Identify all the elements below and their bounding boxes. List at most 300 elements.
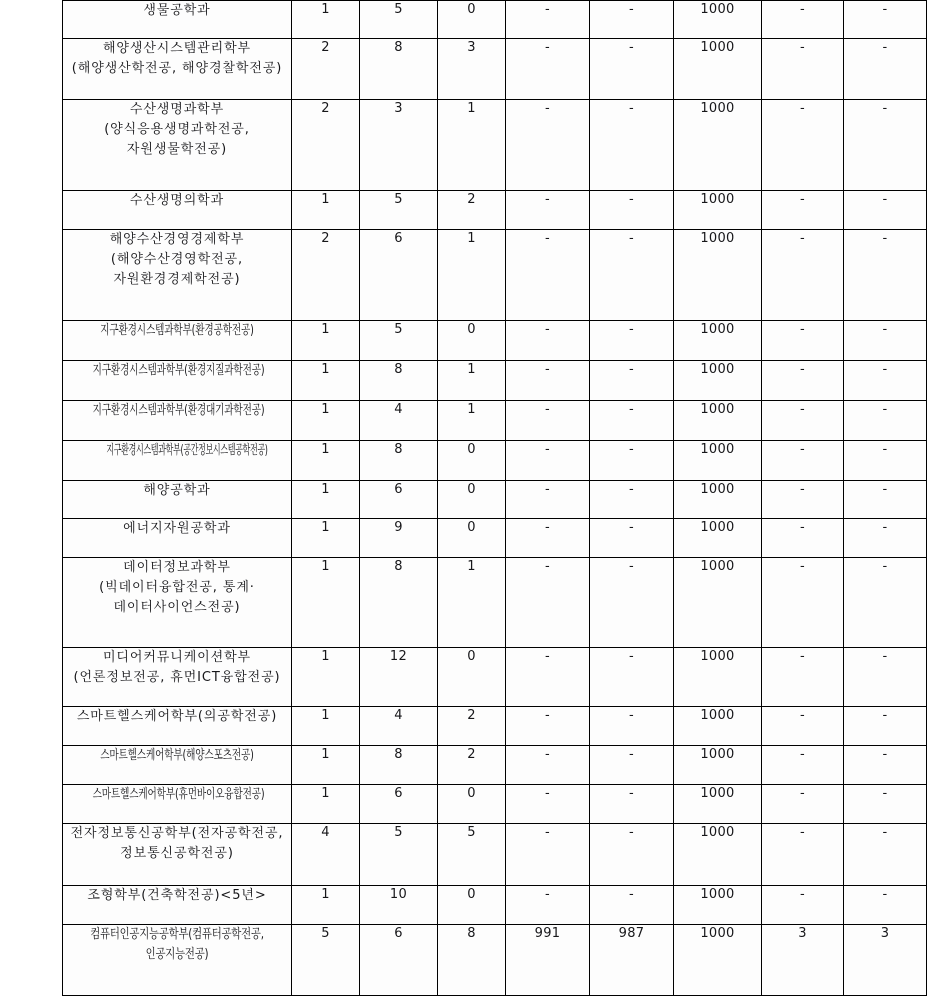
cell-value: -: [800, 322, 805, 337]
cell-value: -: [882, 887, 888, 902]
cell-value: 2: [467, 708, 476, 723]
cell-value: 1000: [700, 559, 735, 574]
value-cell-6: [674, 230, 762, 321]
value-cell-4: [506, 785, 590, 824]
value-cell-6: [674, 321, 762, 361]
value-cell-5: [590, 519, 674, 558]
cell-value: -: [882, 402, 888, 417]
value-cell-4: [506, 481, 590, 519]
cell-value: 1: [321, 559, 330, 574]
cell-value: 5: [321, 926, 330, 941]
cell-value: -: [545, 362, 550, 377]
value-cell-6: [674, 1, 762, 39]
cell-value: 8: [467, 926, 476, 941]
cell-value: 1000: [700, 322, 735, 337]
department-cell: [63, 100, 292, 191]
value-cell-8: [844, 886, 927, 925]
value-cell-3: [438, 361, 506, 401]
department-cell: [63, 481, 292, 519]
value-cell-3: [438, 441, 506, 481]
value-cell-5: [590, 100, 674, 191]
value-cell-4: [506, 707, 590, 746]
value-cell-6: [674, 925, 762, 996]
value-cell-4: [506, 230, 590, 321]
cell-value: -: [545, 482, 550, 497]
cell-value: 6: [394, 926, 403, 941]
value-cell-7: [762, 886, 844, 925]
value-cell-5: [590, 925, 674, 996]
cell-value: 1: [321, 482, 330, 497]
cell-value: -: [629, 747, 634, 762]
value-cell-3: [438, 707, 506, 746]
cell-value: 2: [321, 101, 330, 116]
cell-value: -: [882, 362, 888, 377]
value-cell-1: [292, 401, 360, 441]
value-cell-2: [360, 191, 438, 230]
cell-value: 1: [321, 786, 330, 801]
cell-value: -: [629, 402, 634, 417]
cell-value: -: [800, 747, 805, 762]
cell-value: -: [629, 322, 634, 337]
value-cell-2: [360, 886, 438, 925]
cell-value: 987: [618, 926, 645, 941]
value-cell-4: [506, 746, 590, 785]
table-row: [63, 230, 927, 321]
value-cell-3: [438, 481, 506, 519]
value-cell-4: [506, 558, 590, 648]
value-cell-1: [292, 886, 360, 925]
value-cell-8: [844, 230, 927, 321]
cell-value: -: [882, 747, 888, 762]
value-cell-6: [674, 191, 762, 230]
cell-value: 8: [394, 559, 403, 574]
value-cell-6: [674, 785, 762, 824]
value-cell-3: [438, 321, 506, 361]
value-cell-4: [506, 824, 590, 886]
cell-value: 1: [467, 402, 476, 417]
value-cell-4: [506, 39, 590, 100]
cell-value: -: [800, 786, 805, 801]
cell-value: -: [882, 322, 888, 337]
cell-value: -: [882, 786, 888, 801]
cell-value: -: [800, 482, 805, 497]
table-row: [63, 648, 927, 707]
cell-value: 1: [321, 2, 330, 17]
cell-value: -: [882, 442, 888, 457]
table-row: [63, 321, 927, 361]
cell-value: -: [800, 825, 805, 840]
cell-value: 1000: [700, 482, 735, 497]
value-cell-3: [438, 746, 506, 785]
cell-value: -: [629, 442, 634, 457]
cell-value: -: [629, 559, 634, 574]
cell-value: -: [629, 708, 634, 723]
value-cell-3: [438, 824, 506, 886]
department-name-line: 지구환경시스템과학부(공간정보시스템공학전공): [106, 443, 268, 458]
department-name-line: 수산생명과학부: [129, 102, 225, 117]
cell-value: -: [629, 520, 634, 535]
cell-value: 1000: [700, 101, 735, 116]
table-row: [63, 824, 927, 886]
value-cell-8: [844, 441, 927, 481]
value-cell-8: [844, 558, 927, 648]
department-name-line: 정보통신공학전공): [120, 846, 234, 861]
value-cell-5: [590, 361, 674, 401]
department-cell: [63, 441, 292, 481]
table-row: [63, 441, 927, 481]
cell-value: -: [882, 2, 888, 17]
cell-value: -: [629, 101, 634, 116]
value-cell-7: [762, 39, 844, 100]
value-cell-2: [360, 401, 438, 441]
department-name-line: (양식응용생명과학전공,: [104, 122, 250, 137]
cell-value: 1: [321, 192, 330, 207]
department-name-line: 스마트헬스케어학부(휴먼바이오융합전공): [92, 787, 265, 802]
cell-value: -: [800, 2, 805, 17]
cell-value: 1000: [700, 231, 735, 246]
value-cell-6: [674, 481, 762, 519]
value-cell-3: [438, 785, 506, 824]
value-cell-6: [674, 824, 762, 886]
value-cell-4: [506, 519, 590, 558]
value-cell-8: [844, 401, 927, 441]
value-cell-4: [506, 648, 590, 707]
cell-value: -: [882, 192, 888, 207]
department-name-line: 스마트헬스케어학부(해양스포츠전공): [100, 748, 254, 763]
value-cell-8: [844, 191, 927, 230]
cell-value: 1: [467, 362, 476, 377]
cell-value: -: [629, 825, 634, 840]
cell-value: -: [545, 192, 550, 207]
cell-value: -: [882, 708, 888, 723]
cell-value: 8: [394, 442, 403, 457]
cell-value: -: [882, 231, 888, 246]
value-cell-4: [506, 401, 590, 441]
value-cell-1: [292, 100, 360, 191]
value-cell-3: [438, 886, 506, 925]
cell-value: 1: [321, 362, 330, 377]
value-cell-2: [360, 441, 438, 481]
value-cell-6: [674, 401, 762, 441]
department-cell: [63, 321, 292, 361]
cell-value: -: [800, 362, 805, 377]
value-cell-1: [292, 441, 360, 481]
cell-value: 0: [467, 786, 476, 801]
value-cell-8: [844, 100, 927, 191]
department-cell: [63, 191, 292, 230]
department-name-line: 자원생물학전공): [126, 142, 228, 157]
admissions-table: [62, 0, 927, 996]
department-cell: [63, 401, 292, 441]
cell-value: 0: [467, 482, 476, 497]
department-name-line: 해양공학과: [143, 483, 211, 498]
table-row: [63, 361, 927, 401]
cell-value: 2: [467, 747, 476, 762]
cell-value: 1000: [700, 825, 735, 840]
value-cell-8: [844, 519, 927, 558]
value-cell-4: [506, 886, 590, 925]
cell-value: 1: [321, 708, 330, 723]
table-row: [63, 886, 927, 925]
department-name-line: 지구환경시스템과학부(환경지질과학전공): [92, 363, 265, 378]
value-cell-6: [674, 707, 762, 746]
cell-value: -: [545, 786, 550, 801]
cell-value: -: [800, 887, 805, 902]
cell-value: -: [882, 40, 888, 55]
value-cell-7: [762, 558, 844, 648]
cell-value: 1: [321, 649, 330, 664]
value-cell-2: [360, 321, 438, 361]
department-name-line: 스마트헬스케어학부(의공학전공): [76, 709, 278, 724]
department-cell: [63, 1, 292, 39]
cell-value: -: [545, 649, 550, 664]
value-cell-2: [360, 824, 438, 886]
cell-value: -: [629, 786, 634, 801]
value-cell-8: [844, 824, 927, 886]
department-name-line: 해양수산경영경제학부: [109, 232, 245, 247]
department-name-line: 자원환경경제학전공): [113, 272, 241, 287]
value-cell-7: [762, 785, 844, 824]
department-name-line: (해양수산경영학전공,: [110, 252, 244, 267]
value-cell-4: [506, 361, 590, 401]
value-cell-1: [292, 558, 360, 648]
value-cell-3: [438, 1, 506, 39]
cell-value: -: [545, 322, 550, 337]
value-cell-3: [438, 925, 506, 996]
value-cell-4: [506, 441, 590, 481]
value-cell-7: [762, 361, 844, 401]
value-cell-5: [590, 558, 674, 648]
value-cell-2: [360, 746, 438, 785]
value-cell-5: [590, 321, 674, 361]
cell-value: 1000: [700, 708, 735, 723]
value-cell-1: [292, 707, 360, 746]
value-cell-1: [292, 925, 360, 996]
cell-value: -: [545, 747, 550, 762]
table-row: [63, 925, 927, 996]
value-cell-8: [844, 707, 927, 746]
value-cell-7: [762, 925, 844, 996]
value-cell-6: [674, 746, 762, 785]
cell-value: 8: [394, 362, 403, 377]
cell-value: 3: [798, 926, 807, 941]
cell-value: 1: [321, 442, 330, 457]
value-cell-6: [674, 886, 762, 925]
value-cell-1: [292, 519, 360, 558]
value-cell-2: [360, 100, 438, 191]
value-cell-2: [360, 481, 438, 519]
department-name-line: 지구환경시스템과학부(환경대기과학전공): [92, 403, 265, 418]
cell-value: 1000: [700, 362, 735, 377]
value-cell-7: [762, 1, 844, 39]
cell-value: 1000: [700, 926, 735, 941]
table-row: [63, 1, 927, 39]
department-name-line: 에너지자원공학과: [123, 521, 231, 536]
cell-value: 5: [394, 192, 403, 207]
cell-value: -: [800, 649, 805, 664]
cell-value: 0: [467, 887, 476, 902]
cell-value: 4: [321, 825, 330, 840]
department-cell: [63, 886, 292, 925]
department-cell: [63, 746, 292, 785]
value-cell-5: [590, 746, 674, 785]
table-row: [63, 558, 927, 648]
value-cell-4: [506, 1, 590, 39]
value-cell-8: [844, 481, 927, 519]
cell-value: 3: [394, 101, 403, 116]
cell-value: -: [882, 559, 888, 574]
value-cell-6: [674, 100, 762, 191]
department-name-line: 데이터사이언스전공): [113, 600, 241, 615]
value-cell-3: [438, 401, 506, 441]
value-cell-7: [762, 707, 844, 746]
value-cell-2: [360, 230, 438, 321]
value-cell-7: [762, 401, 844, 441]
value-cell-3: [438, 230, 506, 321]
cell-value: 1000: [700, 402, 735, 417]
value-cell-5: [590, 785, 674, 824]
department-cell: [63, 519, 292, 558]
value-cell-8: [844, 321, 927, 361]
cell-value: -: [629, 192, 634, 207]
value-cell-1: [292, 361, 360, 401]
value-cell-8: [844, 361, 927, 401]
cell-value: -: [629, 231, 634, 246]
value-cell-4: [506, 100, 590, 191]
value-cell-7: [762, 100, 844, 191]
value-cell-5: [590, 1, 674, 39]
value-cell-6: [674, 519, 762, 558]
cell-value: -: [800, 192, 805, 207]
value-cell-8: [844, 785, 927, 824]
value-cell-5: [590, 481, 674, 519]
table-row: [63, 707, 927, 746]
cell-value: 1000: [700, 887, 735, 902]
department-name-line: 전자정보통신공학부(전자공학전공,: [70, 826, 284, 841]
value-cell-2: [360, 1, 438, 39]
table-row: [63, 401, 927, 441]
cell-value: -: [545, 825, 550, 840]
cell-value: 9: [394, 520, 403, 535]
value-cell-2: [360, 785, 438, 824]
value-cell-5: [590, 230, 674, 321]
cell-value: 5: [394, 825, 403, 840]
table-row: [63, 519, 927, 558]
cell-value: 5: [394, 2, 403, 17]
cell-value: -: [629, 40, 634, 55]
cell-value: 4: [394, 708, 403, 723]
cell-value: 6: [394, 786, 403, 801]
value-cell-4: [506, 925, 590, 996]
cell-value: 2: [321, 231, 330, 246]
cell-value: -: [545, 231, 550, 246]
value-cell-7: [762, 481, 844, 519]
cell-value: 1: [467, 559, 476, 574]
value-cell-2: [360, 558, 438, 648]
cell-value: 0: [467, 442, 476, 457]
value-cell-1: [292, 785, 360, 824]
cell-value: -: [882, 825, 888, 840]
department-cell: [63, 558, 292, 648]
value-cell-1: [292, 648, 360, 707]
table-body: [63, 1, 927, 996]
value-cell-7: [762, 519, 844, 558]
cell-value: 3: [467, 40, 476, 55]
value-cell-2: [360, 925, 438, 996]
value-cell-3: [438, 648, 506, 707]
department-name-line: 조형학부(건축학전공)<5년>: [87, 888, 267, 903]
value-cell-7: [762, 191, 844, 230]
department-cell: [63, 785, 292, 824]
table-row: [63, 39, 927, 100]
value-cell-2: [360, 39, 438, 100]
cell-value: 1: [321, 747, 330, 762]
value-cell-8: [844, 925, 927, 996]
table-row: [63, 481, 927, 519]
value-cell-2: [360, 519, 438, 558]
cell-value: 991: [534, 926, 561, 941]
cell-value: 1: [321, 887, 330, 902]
value-cell-3: [438, 39, 506, 100]
department-name-line: 생물공학과: [143, 3, 211, 18]
cell-value: 1000: [700, 520, 735, 535]
value-cell-7: [762, 230, 844, 321]
value-cell-1: [292, 191, 360, 230]
cell-value: -: [629, 649, 634, 664]
cell-value: -: [545, 40, 550, 55]
value-cell-5: [590, 707, 674, 746]
value-cell-1: [292, 321, 360, 361]
cell-value: 1000: [700, 192, 735, 207]
cell-value: 5: [467, 825, 476, 840]
department-name-line: 인공지능전공): [145, 947, 209, 962]
value-cell-6: [674, 558, 762, 648]
value-cell-4: [506, 321, 590, 361]
department-cell: [63, 824, 292, 886]
value-cell-4: [506, 191, 590, 230]
cell-value: 1: [321, 402, 330, 417]
cell-value: -: [629, 887, 634, 902]
cell-value: 8: [394, 40, 403, 55]
department-cell: [63, 39, 292, 100]
value-cell-8: [844, 1, 927, 39]
cell-value: 0: [467, 2, 476, 17]
cell-value: 1: [467, 231, 476, 246]
table-row: [63, 746, 927, 785]
cell-value: 1000: [700, 40, 735, 55]
value-cell-7: [762, 824, 844, 886]
cell-value: 1: [321, 322, 330, 337]
cell-value: 1000: [700, 442, 735, 457]
value-cell-6: [674, 441, 762, 481]
cell-value: -: [545, 101, 550, 116]
cell-value: 6: [394, 231, 403, 246]
cell-value: -: [800, 442, 805, 457]
value-cell-5: [590, 648, 674, 707]
cell-value: -: [545, 520, 550, 535]
department-cell: [63, 648, 292, 707]
value-cell-6: [674, 39, 762, 100]
cell-value: -: [800, 231, 805, 246]
cell-value: -: [629, 2, 634, 17]
value-cell-3: [438, 100, 506, 191]
department-name-line: 미디어커뮤니케이션학부: [102, 650, 252, 665]
department-name-line: (빅데이터융합전공, 통계·: [99, 580, 255, 595]
department-name-line: (해양생산학전공, 해양경찰학전공): [71, 61, 283, 76]
value-cell-6: [674, 648, 762, 707]
table-row: [63, 785, 927, 824]
cell-value: 2: [467, 192, 476, 207]
